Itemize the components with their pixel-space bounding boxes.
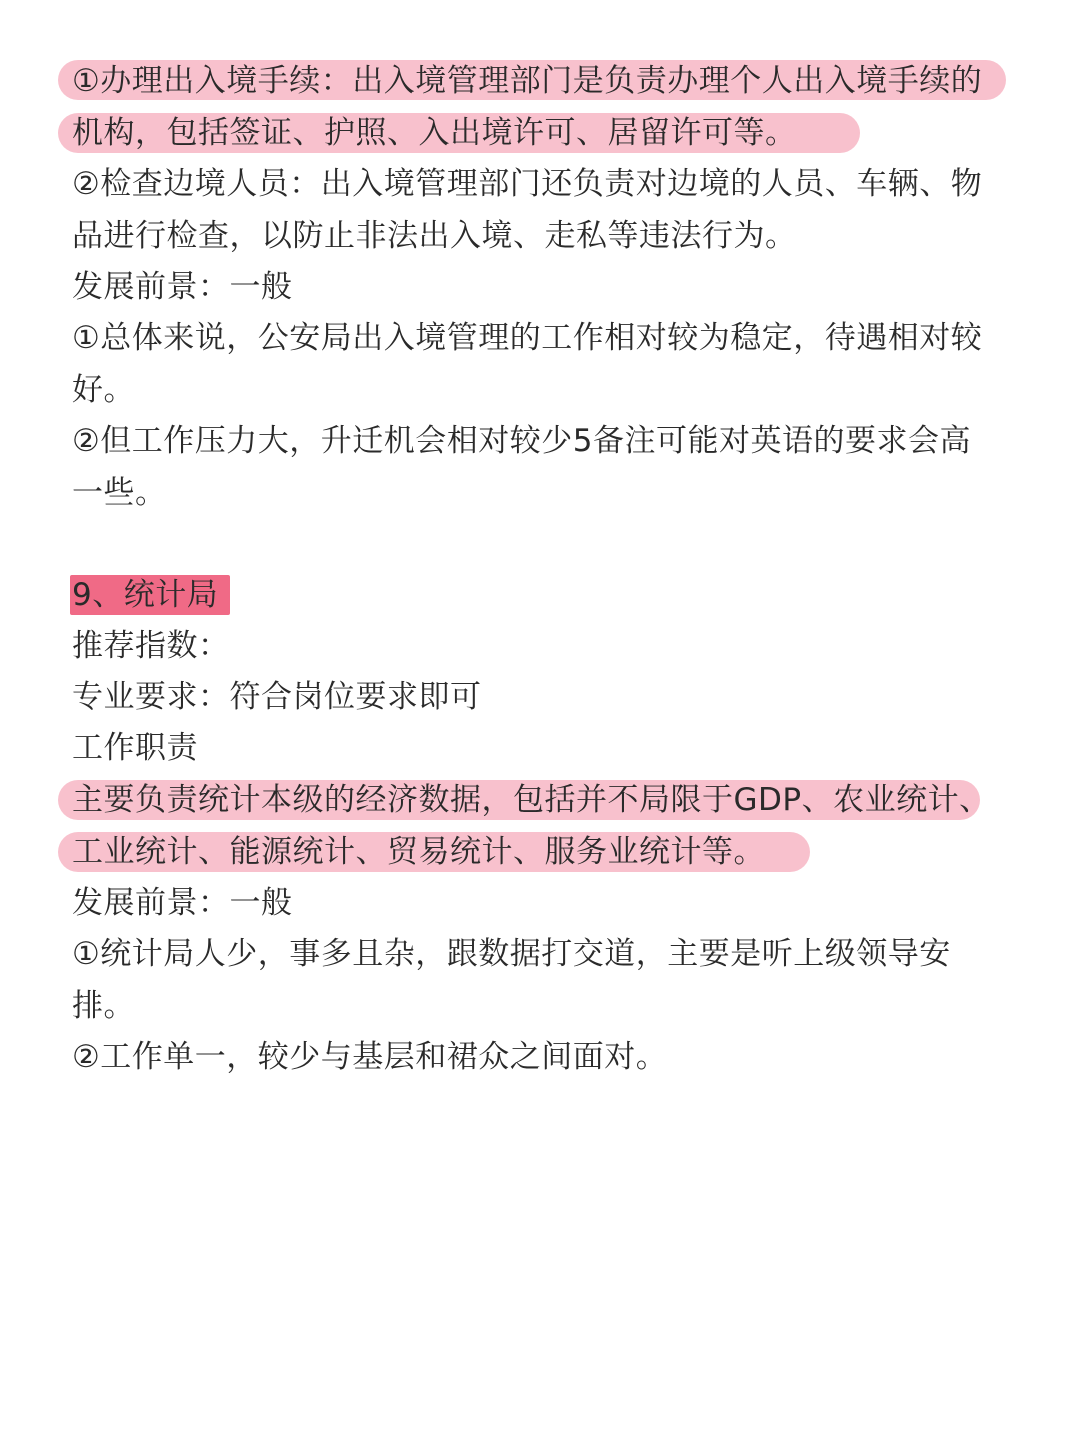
- prospect-text: ②工作单一，较少与基层和裙众之间面对。: [72, 1039, 668, 1075]
- duty-text: 品进行检查，以防止非法出入境、走私等违法行为。: [72, 218, 797, 254]
- prospect-label: 发展前景：一般: [72, 885, 293, 921]
- duty-text: 机构，包括签证、护照、入出境许可、居留许可等。: [72, 115, 797, 151]
- duty-text: 主要负责统计本级的经济数据，包括并不局限于GDP、农业统计、: [72, 782, 991, 818]
- prospect-text: 一些。: [72, 475, 167, 511]
- prospect-text: ①总体来说，公安局出入境管理的工作相对较为稳定，待遇相对较: [72, 320, 983, 356]
- prospect-label: 发展前景：一般: [72, 269, 293, 305]
- duty-text: ①办理出入境手续：出入境管理部门是负责办理个人出入境手续的: [72, 63, 983, 99]
- duty-text: 工业统计、能源统计、贸易统计、服务业统计等。: [72, 834, 765, 870]
- prospect-text: ②但工作压力大，升迁机会相对较少5备注可能对英语的要求会高: [72, 423, 972, 459]
- duty-text: ②检查边境人员：出入境管理部门还负责对边境的人员、车辆、物: [72, 166, 983, 202]
- section-title: 9、统计局: [72, 577, 219, 613]
- recommend-label: 推荐指数：: [72, 628, 230, 664]
- prospect-text: ①统计局人少，事多且杂，跟数据打交道，主要是听上级领导安: [72, 936, 951, 972]
- prospect-text: 好。: [72, 372, 135, 408]
- duties-heading: 工作职责: [72, 730, 198, 766]
- prospect-text: 排。: [72, 988, 135, 1024]
- major-requirement: 专业要求：符合岗位要求即可: [72, 679, 482, 715]
